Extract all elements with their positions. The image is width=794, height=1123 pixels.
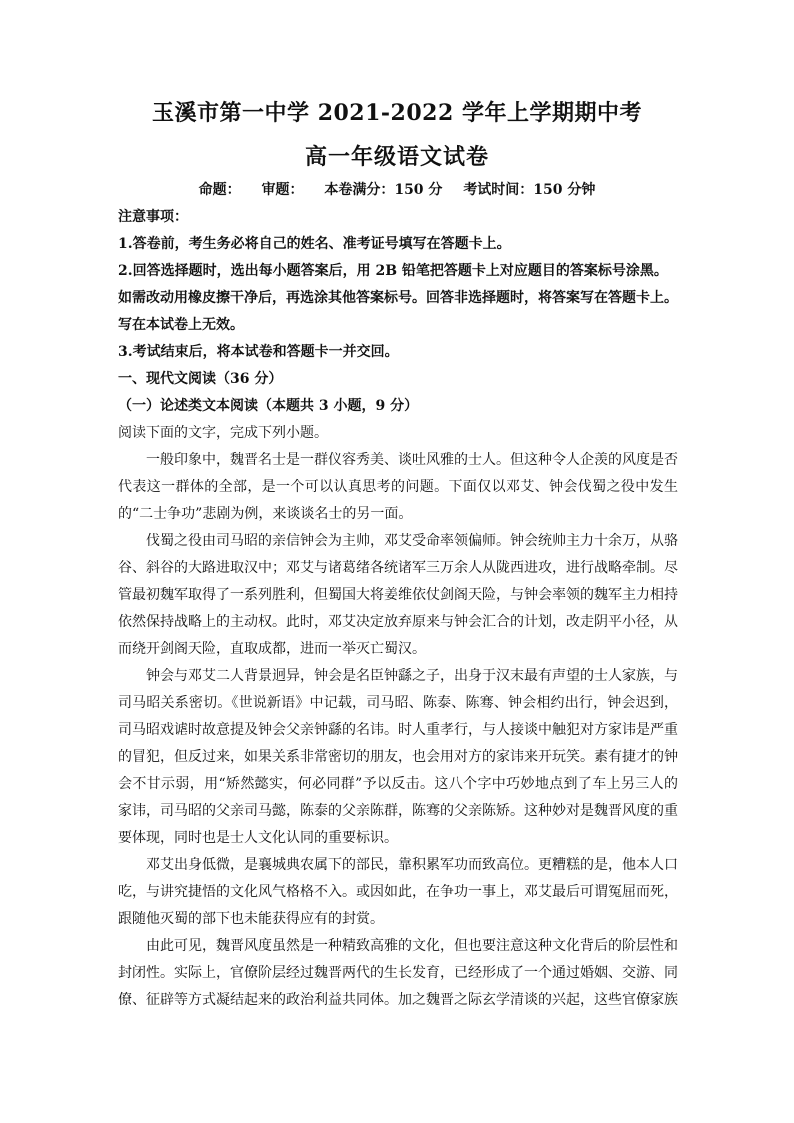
- meta-reviewer: 审题：: [261, 182, 304, 198]
- passage-paragraph: 钟会与邓艾二人背景迥异，钟会是名臣钟繇之子，出身于汉末最有声望的士人家族，与司马昭关系密切。《世说新语》中记载，司马昭、陈泰、陈骞、钟会相约出行，钟会迟到，司马昭戏谑时故意提及钟会父亲钟繇的名讳。时人重孝行，与人接谈中触犯对方家讳是严重的冒犯，但反过来，如果关系非常密切的朋友，也会用对方的家讳来开玩笑。素有捷才的钟会不甘示弱，用“矫然懿实，何必同群”予以反击。这八个字中巧妙地点到了车上另三人的家讳，司马昭的父亲司马懿，陈泰的父亲陈群，陈骞的父亲陈矫。这种妙对是魏晋风度的重要体现，同时也是士人文化认同的重要标识。: [118, 668, 678, 846]
- passage-paragraph: 伐蜀之役由司马昭的亲信钟会为主帅，邓艾受命率领偏师。钟会统帅主力十余万，从骆谷、斜谷的大路进取汉中；邓艾与诸葛绪各统诸军三万余人从陇西进攻，进行战略牵制。尽管最初魏军取得了一系列胜利，但蜀国大将姜维依仗剑阁天险，与钟会率领的魏军主力相持依然保持战略上的主动权。此时，邓艾决定放弃原来与钟会汇合的计划，改走阴平小径，从而绕开剑阁天险，直取成都，进而一举灭亡蜀汉。: [118, 533, 678, 657]
- section-instruction: 阅读下面的文字，完成下列小题。: [118, 425, 328, 441]
- exam-body: [118, 204, 678, 1014]
- note-item-2: 2.回答选择题时，选出每小题答案后，用 2B 铅笔把答题卡上对应题目的答案标号涂黑。如需改动用橡皮擦干净后，再选涂其他答案标号。回答非选择题时，将答案写在答题卡上。写在本试卷上无效。: [118, 263, 678, 333]
- meta-exam-time: 考试时间：150 分钟: [463, 182, 596, 198]
- exam-meta: [0, 179, 794, 199]
- passage-paragraph: 邓艾出身低微，是襄城典农属下的部民，靠积累军功而致高位。更糟糕的是，他本人口吃，与讲究捷悟的文化风气格格不入。或因如此，在争功一事上，邓艾最后可谓冤屈而死，跟随他灭蜀的部下也未能获得应有的封赏。: [118, 857, 678, 927]
- section-heading: 一、现代文阅读（36 分）: [118, 371, 283, 387]
- meta-proposer: 命题：: [198, 182, 241, 198]
- exam-subtitle: 高一年级语文试卷: [304, 144, 489, 170]
- passage-paragraph: 一般印象中，魏晋名士是一群仪容秀美、谈吐风雅的士人。但这种令人企羡的风度是否代表这一群体的全部，是一个可以认真思考的问题。下面仅以邓艾、钟会伐蜀之役中发生的“二士争功”悲剧为例，来谈谈名士的另一面。: [118, 452, 678, 522]
- meta-full-score: 本卷满分：150 分: [324, 182, 443, 198]
- passage-paragraph: 由此可见，魏晋风度虽然是一种精致高雅的文化，但也要注意这种文化背后的阶层性和封闭性。实际上，官僚阶层经过魏晋两代的生长发育，已经形成了一个通过婚姻、交游、同僚、征辟等方式凝结起来的政治利益共同体。加之魏晋之际玄学清谈的兴起，这些官僚家族: [118, 938, 678, 1008]
- section-subheading: （一）论述类文本阅读（本题共 3 小题，9 分）: [118, 398, 419, 414]
- exam-title: 玉溪市第一中学 2021-2022 学年上学期期中考: [152, 100, 642, 126]
- note-item-3: 3.考试结束后，将本试卷和答题卡一并交回。: [118, 344, 399, 360]
- notes-heading: 注意事项：: [118, 209, 188, 225]
- note-item-1: 1.答卷前，考生务必将自己的姓名、准考证号填写在答题卡上。: [118, 236, 511, 252]
